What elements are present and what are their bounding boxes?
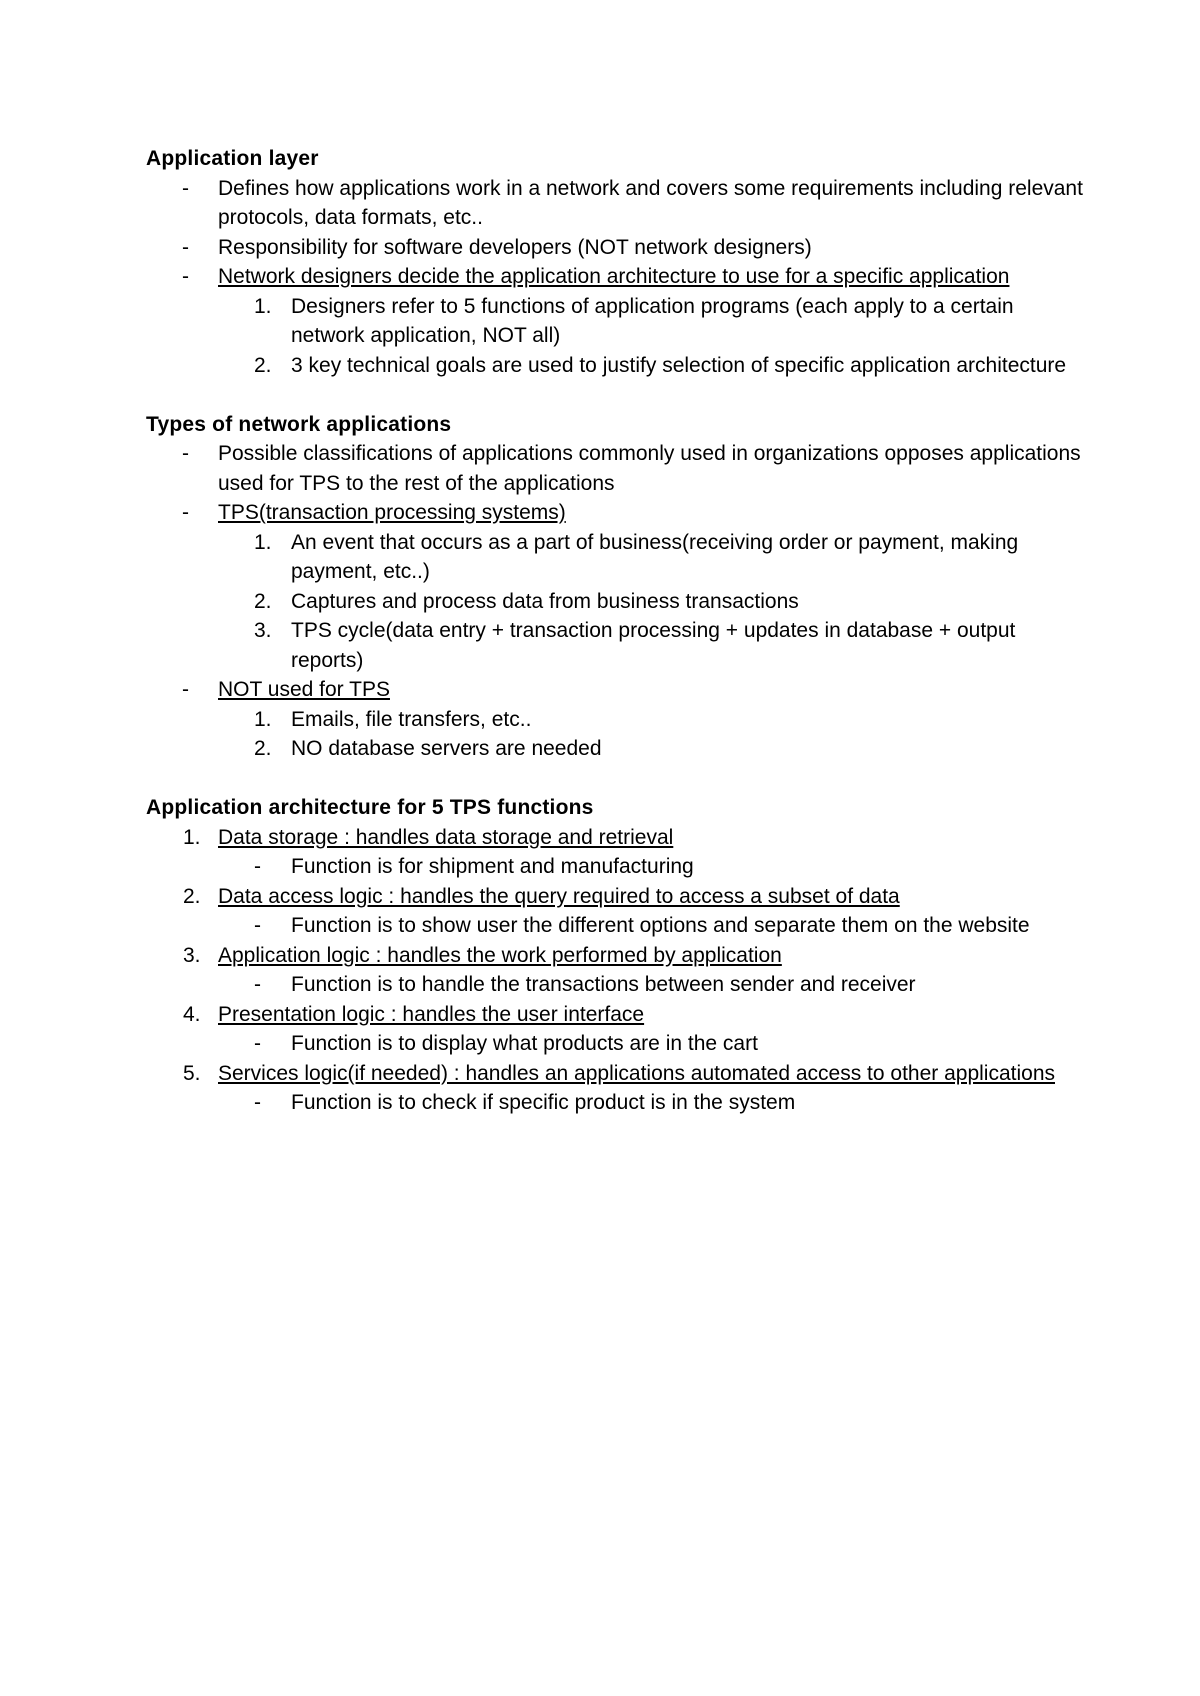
sub-list-item [146, 970, 1086, 1000]
list-number: 1. [254, 707, 272, 731]
list-item [146, 262, 1086, 292]
list-number: 5. [183, 1061, 201, 1085]
list-item [146, 675, 1086, 705]
list-item [146, 174, 1086, 233]
list-item-text-underlined: Data storage : handles data storage and retrieval [218, 825, 674, 849]
list-item [146, 233, 1086, 263]
bullet-dash: - [182, 442, 189, 465]
sub-list-item-text: Captures and process data from business transactions [291, 589, 799, 613]
bullet-dash: - [254, 973, 261, 996]
list-number: 4. [183, 1002, 201, 1026]
list-number: 2. [254, 353, 272, 377]
bullet-dash: - [254, 914, 261, 937]
section-heading: Types of network applications [146, 412, 452, 436]
bullet-dash: - [254, 855, 261, 878]
list-item [146, 498, 1086, 528]
sub-list-item [146, 351, 1086, 381]
section-heading: Application architecture for 5 TPS functions [146, 796, 594, 819]
bullet-dash: - [254, 1091, 261, 1114]
bullet-dash: - [182, 235, 189, 259]
sub-list-item-text: Function is to show user the different options and separate them on the website [291, 914, 1030, 937]
list-item-text-underlined: Services logic(if needed) : handles an applications automated access to other applications [218, 1061, 1055, 1085]
bullet-dash: - [182, 501, 189, 524]
list-item [146, 882, 1086, 912]
sub-list-item-text: Function is to check if specific product is in the system [291, 1091, 796, 1114]
section-types-of-network-applications [146, 410, 1086, 764]
list-item-text: Defines how applications work in a network and covers some requirements including relevant protocols, data formats, etc.. [218, 176, 1083, 229]
sub-list-item [146, 292, 1086, 351]
sub-list-item [146, 587, 1086, 617]
list-item [146, 1059, 1086, 1089]
sub-list-item-text: TPS cycle(data entry + transaction processing + updates in database + output reports) [291, 619, 1016, 672]
list-number: 2. [254, 589, 272, 613]
list-number: 1. [183, 825, 201, 849]
bullet-dash: - [182, 265, 189, 288]
sub-list-item-text: Function is to handle the transactions between sender and receiver [291, 973, 916, 996]
blank-line [146, 380, 1086, 410]
list-number: 3. [254, 619, 272, 642]
sub-list-item-text: Function is for shipment and manufacturing [291, 855, 694, 878]
sub-list-item [146, 852, 1086, 882]
list-item-text: Possible classifications of applications commonly used in organizations opposes applications used for TPS to the rest of the applications [218, 442, 1081, 495]
list-item-text-underlined: Presentation logic : handles the user interface [218, 1002, 645, 1026]
bullet-dash: - [254, 1032, 261, 1055]
section-heading: Application layer [146, 147, 319, 170]
list-item [146, 1000, 1086, 1030]
bullet-dash: - [182, 678, 189, 701]
list-item [146, 823, 1086, 853]
list-item-text-underlined: NOT used for TPS [218, 678, 390, 701]
sub-list-item [146, 1088, 1086, 1118]
sub-list-item-text: Designers refer to 5 functions of application programs (each apply to a certain network application, NOT all) [291, 294, 1014, 347]
list-item [146, 941, 1086, 971]
list-number: 1. [254, 294, 272, 318]
section-application-layer [146, 144, 1086, 380]
sub-list-item [146, 911, 1086, 941]
list-number: 3. [183, 943, 201, 967]
list-number: 1. [254, 530, 272, 554]
sub-list-item-text: Emails, file transfers, etc.. [291, 707, 532, 731]
bullet-dash: - [182, 176, 189, 200]
sub-list-item-text: An event that occurs as a part of business(receiving order or payment, making payment, etc..) [291, 530, 1019, 583]
list-item-text-underlined: Data access logic : handles the query required to access a subset of data [218, 884, 900, 908]
sub-list-item [146, 705, 1086, 735]
list-number: 2. [183, 884, 201, 908]
sub-list-item [146, 616, 1086, 675]
sub-list-item [146, 1029, 1086, 1059]
sub-list-item-text: NO database servers are needed [291, 737, 602, 760]
sub-list-item [146, 528, 1086, 587]
sub-list-item-text: Function is to display what products are in the cart [291, 1032, 758, 1055]
list-item [146, 439, 1086, 498]
list-item-text: Responsibility for software developers (NOT network designers) [218, 235, 812, 259]
document-content [146, 144, 1086, 1118]
sub-list-item [146, 734, 1086, 764]
list-number: 2. [254, 737, 272, 760]
sub-list-item-text: 3 key technical goals are used to justify selection of specific application architecture [291, 353, 1067, 377]
blank-line [146, 764, 1086, 794]
section-application-architecture [146, 793, 1086, 1118]
list-item-text-underlined: Network designers decide the application architecture to use for a specific application [218, 265, 1010, 288]
list-item-text-underlined: Application logic : handles the work performed by application [218, 943, 782, 967]
list-item-text-underlined: TPS(transaction processing systems) [218, 501, 566, 524]
